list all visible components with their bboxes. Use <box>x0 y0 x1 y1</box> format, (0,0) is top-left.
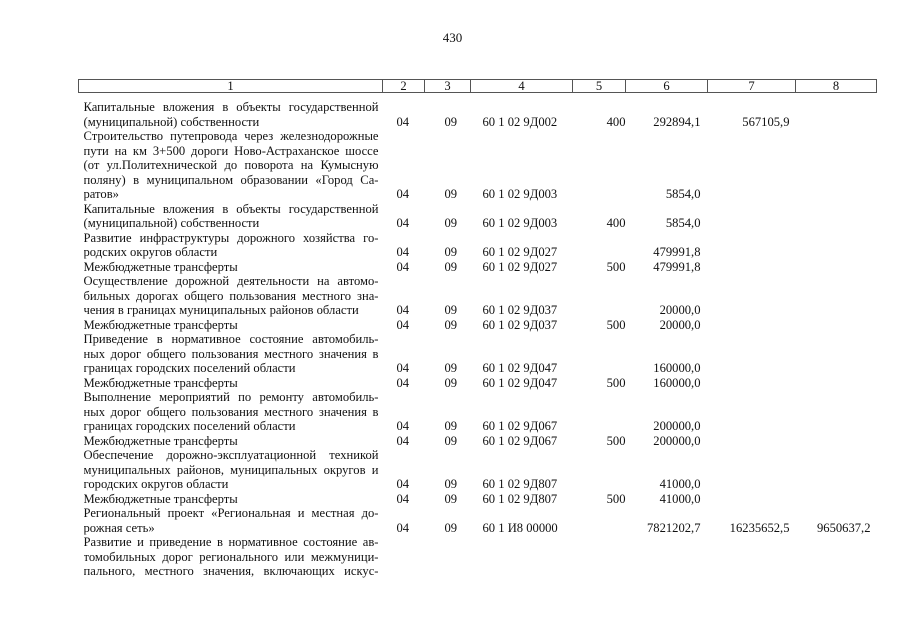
amount-year-3 <box>796 318 877 333</box>
table-row <box>79 376 877 391</box>
expense-type-code <box>573 274 626 318</box>
amount-year-1: 200000,0 <box>653 419 701 433</box>
amount-year-2 <box>708 376 796 391</box>
section-code: 04 <box>396 303 410 317</box>
amount-year-3 <box>796 448 877 492</box>
row-description <box>79 376 383 391</box>
description-line: Строительство путепровода через железнодорожные <box>83 129 379 143</box>
subsection-code: 09 <box>444 216 458 230</box>
amount-year-3 <box>796 202 877 231</box>
description-line: Развитие и приведение в нормативное состояние ав- <box>83 535 379 549</box>
description-line: пального, местного значения, включающих искус- <box>83 564 379 578</box>
row-description <box>79 202 383 231</box>
description-line: поляну) в муниципальном образовании «Город Са- <box>83 172 379 187</box>
expense-type-code <box>573 332 626 376</box>
description-line: Выполнение мероприятий по ремонту автомобиль- <box>83 390 379 404</box>
amount-year-3 <box>796 434 877 449</box>
row-description <box>79 492 383 507</box>
expense-type-code: 400 <box>606 114 626 129</box>
amount-year-2: 16235652,5 <box>729 520 790 535</box>
row-description <box>79 506 383 535</box>
description-line: томобильных дорог регионального или межмуници- <box>83 549 379 564</box>
amount-year-3 <box>796 231 877 260</box>
table-row <box>79 274 877 318</box>
expense-type-code: 500 <box>606 259 626 274</box>
row-description <box>79 274 383 318</box>
amount-year-2 <box>708 448 796 492</box>
description-line: рожная сеть» <box>83 520 155 535</box>
amount-year-2 <box>708 318 796 333</box>
section-code: 04 <box>396 433 410 448</box>
description-line: Межбюджетные трансферты <box>83 375 238 390</box>
amount-year-1: 5854,0 <box>665 187 701 201</box>
subsection-code: 09 <box>444 361 458 375</box>
expense-type-code: 500 <box>606 491 626 506</box>
row-description <box>79 260 383 275</box>
table-row <box>79 448 877 492</box>
description-line: родских округов области <box>83 245 218 259</box>
page-number: 430 <box>442 30 463 45</box>
row-description <box>79 535 383 579</box>
description-line: (муниципальной) собственности <box>83 216 260 230</box>
description-line: Приведение в нормативное состояние автомобиль- <box>83 332 379 346</box>
amount-year-3 <box>796 492 877 507</box>
target-article-code: 60 1 02 9Д003 <box>482 187 558 201</box>
column-number-header <box>79 80 877 93</box>
section-code: 04 <box>396 419 410 433</box>
table-row <box>79 202 877 231</box>
table-row <box>79 93 877 130</box>
description-line: ных дорог общего пользования местного значения в <box>83 346 379 361</box>
expense-type-code: 500 <box>606 375 626 390</box>
amount-year-1: 200000,0 <box>653 433 701 448</box>
section-code: 04 <box>396 187 410 201</box>
description-line: Региональный проект «Региональная и местная до- <box>83 506 379 520</box>
amount-year-1: 292894,1 <box>653 114 701 129</box>
header-col-5: 5 <box>573 80 626 93</box>
subsection-code: 09 <box>444 317 458 332</box>
section-code: 04 <box>396 317 410 332</box>
amount-year-3 <box>796 376 877 391</box>
header-col-6: 6 <box>626 80 708 93</box>
amount-year-2 <box>708 390 796 434</box>
subsection-code <box>425 535 471 579</box>
amount-year-1: 41000,0 <box>659 491 701 506</box>
header-col-7: 7 <box>708 80 796 93</box>
subsection-code: 09 <box>444 419 458 433</box>
header-col-2: 2 <box>383 80 425 93</box>
section-code: 04 <box>396 114 410 129</box>
amount-year-1: 160000,0 <box>653 361 701 375</box>
expense-type-code <box>573 390 626 434</box>
description-line: Осуществление дорожной деятельности на автомо- <box>83 274 379 288</box>
target-article-code: 60 1 02 9Д047 <box>482 375 558 390</box>
amount-year-2 <box>708 535 796 579</box>
expense-type-code <box>573 129 626 202</box>
target-article-code: 60 1 02 9Д027 <box>482 259 558 274</box>
amount-year-3 <box>796 260 877 275</box>
amount-year-1: 479991,8 <box>653 259 701 274</box>
target-article-code <box>471 535 573 579</box>
amount-year-3 <box>796 535 877 579</box>
description-line: Капитальные вложения в объекты государственной <box>83 100 379 114</box>
table-row <box>79 492 877 507</box>
description-line: чения в границах муниципальных районов области <box>83 303 359 317</box>
header-col-1: 1 <box>79 80 383 93</box>
row-description <box>79 231 383 260</box>
subsection-code: 09 <box>444 375 458 390</box>
amount-year-2: 567105,9 <box>742 114 790 129</box>
amount-year-2 <box>708 434 796 449</box>
table-row <box>79 506 877 535</box>
section-code: 04 <box>396 477 410 491</box>
amount-year-3 <box>796 390 877 434</box>
header-col-8: 8 <box>796 80 877 93</box>
description-line: муниципальных районов, муниципальных округов и <box>83 462 379 477</box>
target-article-code: 60 1 02 9Д047 <box>482 361 558 375</box>
amount-year-1: 160000,0 <box>653 375 701 390</box>
section-code: 04 <box>396 520 410 535</box>
budget-table <box>78 79 877 579</box>
description-line: бильных дорогах общего пользования местного зна- <box>83 288 379 303</box>
subsection-code: 09 <box>444 520 458 535</box>
description-line: Обеспечение дорожно-эксплуатационной техникой <box>83 448 379 462</box>
section-code: 04 <box>396 259 410 274</box>
description-line: Капитальные вложения в объекты государственной <box>83 201 379 216</box>
amount-year-3: 9650637,2 <box>816 520 871 535</box>
row-description <box>79 390 383 434</box>
row-description <box>79 93 383 130</box>
row-description <box>79 332 383 376</box>
table-row <box>79 260 877 275</box>
description-line: Межбюджетные трансферты <box>83 433 238 448</box>
amount-year-2 <box>708 260 796 275</box>
description-line: (от ул.Политехнической до поворота на Кумысную <box>83 158 379 172</box>
amount-year-2 <box>708 332 796 376</box>
section-code <box>383 535 425 579</box>
amount-year-3 <box>796 332 877 376</box>
subsection-code: 09 <box>444 259 458 274</box>
amount-year-1: 20000,0 <box>659 303 701 317</box>
target-article-code: 60 1 02 9Д037 <box>482 303 558 317</box>
description-line: ратов» <box>83 187 119 201</box>
section-code: 04 <box>396 245 410 259</box>
table-row <box>79 231 877 260</box>
table-row <box>79 390 877 434</box>
subsection-code: 09 <box>444 491 458 506</box>
row-description <box>79 434 383 449</box>
amount-year-2 <box>708 129 796 202</box>
target-article-code: 60 1 02 9Д807 <box>482 491 558 506</box>
description-line: Межбюджетные трансферты <box>83 259 238 274</box>
section-code: 04 <box>396 216 410 230</box>
description-line: ных дорог общего пользования местного значения в <box>83 404 379 419</box>
row-description <box>79 318 383 333</box>
description-line: границах городских поселений области <box>83 419 296 433</box>
subsection-code: 09 <box>444 245 458 259</box>
target-article-code: 60 1 02 9Д037 <box>482 317 558 332</box>
header-col-3: 3 <box>425 80 471 93</box>
table-row <box>79 535 877 579</box>
amount-year-3 <box>796 274 877 318</box>
target-article-code: 60 1 И8 00000 <box>482 520 558 535</box>
table-row <box>79 129 877 202</box>
target-article-code: 60 1 02 9Д067 <box>482 419 558 433</box>
target-article-code: 60 1 02 9Д067 <box>482 433 558 448</box>
expense-type-code <box>573 231 626 260</box>
subsection-code: 09 <box>444 187 458 201</box>
section-code: 04 <box>396 375 410 390</box>
target-article-code: 60 1 02 9Д002 <box>482 114 558 129</box>
amount-year-1: 5854,0 <box>665 216 701 230</box>
amount-year-2 <box>708 202 796 231</box>
description-line: городских округов области <box>83 477 229 491</box>
expense-type-code: 500 <box>606 433 626 448</box>
amount-year-2 <box>708 492 796 507</box>
expense-type-code <box>573 535 626 579</box>
description-line: (муниципальной) собственности <box>83 114 260 129</box>
amount-year-1 <box>626 535 708 579</box>
description-line: Межбюджетные трансферты <box>83 491 238 506</box>
amount-year-3 <box>796 93 877 130</box>
subsection-code: 09 <box>444 433 458 448</box>
table-row <box>79 434 877 449</box>
table-row <box>79 318 877 333</box>
expense-type-code: 400 <box>606 216 626 230</box>
target-article-code: 60 1 02 9Д807 <box>482 477 558 491</box>
description-line: пути на км 3+500 дороги Ново-Астраханское шоссе <box>83 143 379 158</box>
row-description <box>79 448 383 492</box>
description-line: Межбюджетные трансферты <box>83 317 238 332</box>
target-article-code: 60 1 02 9Д027 <box>482 245 558 259</box>
amount-year-1: 479991,8 <box>653 245 701 259</box>
description-line: границах городских поселений области <box>83 361 296 375</box>
section-code: 04 <box>396 361 410 375</box>
expense-type-code <box>573 448 626 492</box>
amount-year-2 <box>708 274 796 318</box>
amount-year-1: 41000,0 <box>659 477 701 491</box>
amount-year-3 <box>796 129 877 202</box>
expense-type-code: 500 <box>606 317 626 332</box>
subsection-code: 09 <box>444 114 458 129</box>
amount-year-1: 7821202,7 <box>646 520 701 535</box>
amount-year-1: 20000,0 <box>659 317 701 332</box>
description-line: Развитие инфраструктуры дорожного хозяйства го- <box>83 230 379 245</box>
target-article-code: 60 1 02 9Д003 <box>482 216 558 230</box>
amount-year-2 <box>708 231 796 260</box>
subsection-code: 09 <box>444 303 458 317</box>
section-code: 04 <box>396 491 410 506</box>
subsection-code: 09 <box>444 477 458 491</box>
expense-type-code <box>573 506 626 535</box>
table-body <box>79 93 877 579</box>
row-description <box>79 129 383 202</box>
table-row <box>79 332 877 376</box>
header-col-4: 4 <box>471 80 573 93</box>
